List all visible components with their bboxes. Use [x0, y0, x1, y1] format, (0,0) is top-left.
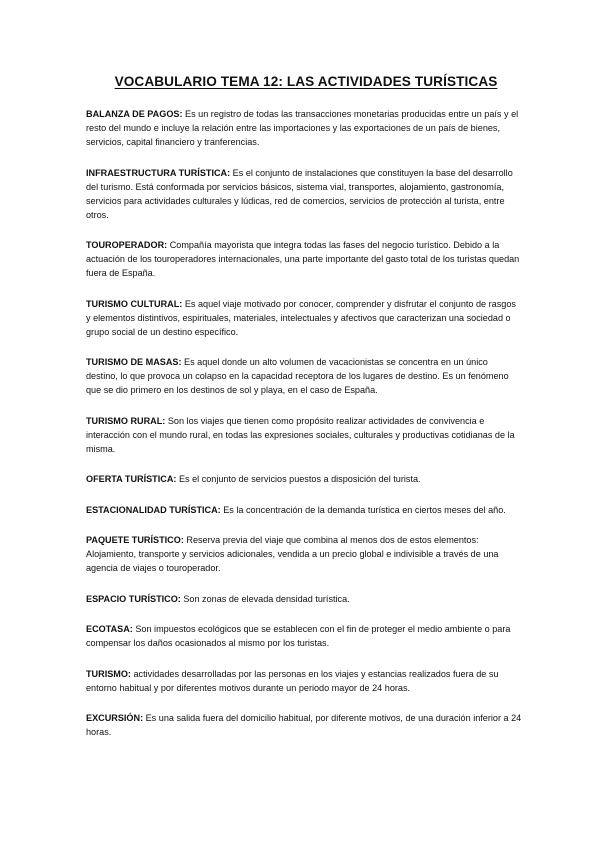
entry-term: TURISMO DE MASAS:: [86, 357, 182, 367]
entry-term: OFERTA TURÍSTICA:: [86, 474, 177, 484]
entry-term: ECOTASA:: [86, 624, 133, 634]
entry-definition: Es aquel viaje motivado por conocer, comprender y disfrutar el conjunto de rasgos y elementos distintivos, espirituales, materiales, intelectuales y afectivos que caracterizan una sociedad o grupo social de un destino específico.: [86, 298, 516, 337]
entry-term: TURISMO CULTURAL:: [86, 298, 183, 309]
entry-definition: actividades desarrolladas por las personas en los viajes y estancias realizados fuera de su entorno habitual y por diferentes motivos durante un periodo mayor de 24 horas.: [86, 668, 499, 693]
vocabulary-entry-balanza-de-pagos: [86, 107, 522, 149]
entry-definition: Reserva previa del viaje que combina al menos dos de estos elementos: Alojamiento, transporte y servicios adicionales, vendida a un precio global e indivisible a través de una agencia de viajes o touroperador.: [86, 535, 499, 573]
vocabulary-list: [86, 107, 522, 756]
entry-term: ESTACIONALIDAD TURÍSTICA:: [86, 504, 221, 515]
vocabulary-entry-infraestructura-turistica: [86, 166, 522, 222]
entry-term: TURISMO RURAL:: [86, 415, 166, 426]
vocabulary-entry-turismo: [86, 667, 522, 695]
entry-term: PAQUETE TURÍSTICO:: [86, 535, 184, 545]
page-title: VOCABULARIO TEMA 12: LAS ACTIVIDADES TURÍSTICAS: [114, 74, 498, 89]
entry-definition: Es la concentración de la demanda turística en ciertos meses del año.: [220, 504, 506, 515]
vocabulary-entry-turismo-de-masas: [86, 355, 522, 397]
vocabulary-entry-estacionalidad-turistica: [86, 503, 522, 517]
entry-definition: Es un registro de todas las transacciones monetarias producidas entre un país y el resto del mundo e incluye la relación entre las importaciones y las exportaciones de un país de bienes, servicios, capital financiero y tranferencias.: [86, 109, 519, 147]
vocabulary-entry-paquete-turistico: [86, 533, 522, 575]
entry-definition: Es el conjunto de servicios puestos a disposición del turista.: [176, 474, 421, 484]
vocabulary-entry-turismo-cultural: [86, 297, 522, 339]
entry-definition: Es una salida fuera del domicilio habitual, por diferente motivos, de una duración inferior a 24 horas.: [86, 713, 522, 737]
entry-term: BALANZA DE PAGOS:: [86, 109, 183, 119]
entry-definition: Es aquel donde un alto volumen de vacacionistas se concentra en un único destino, lo que provoca un colapso en la capacidad receptora de los lugares de destino. Es un fenómeno que se dio primero en los destinos de sol y playa, en el caso de España.: [86, 357, 509, 395]
vocabulary-entry-espacio-turistico: [86, 592, 522, 606]
entry-definition: Son zonas de elevada densidad turística.: [180, 593, 350, 604]
entry-definition: Son los viajes que tienen como propósito realizar actividades de convivencia e interacción con el mundo rural, en todas las expresiones sociales, culturales y productivas cotidianas de la misma.: [86, 415, 515, 454]
entry-term: ESPACIO TURÍSTICO:: [86, 593, 181, 604]
entry-definition: Compañía mayorista que integra todas las fases del negocio turístico. Debido a la actuación de los touroperadores internacionales, una parte importante del gasto total de los turistas quedan fuera de España.: [86, 240, 520, 278]
entry-definition: Es el conjunto de instalaciones que constituyen la base del desarrollo del turismo. Está conformada por servicios básicos, sistema vial, transportes, alojamiento, gastronomía, servicios para actividades culturales y lúdicas, red de comercios, servicios de protección al turista, entre otros.: [86, 167, 513, 220]
vocabulary-entry-ecotasa: [86, 622, 522, 650]
entry-term: TOUROPERADOR:: [86, 240, 168, 250]
vocabulary-entry-touroperador: [86, 238, 522, 280]
entry-term: EXCURSIÓN:: [86, 713, 144, 723]
vocabulary-entry-excursion: [86, 711, 522, 739]
entry-definition: Son impuestos ecológicos que se establecen con el fin de proteger el medio ambiente o para compensar los daños ocasionados al mismo por los turistas.: [86, 624, 511, 648]
entry-term: TURISMO:: [86, 668, 131, 679]
vocabulary-entry-oferta-turistica: [86, 472, 522, 486]
vocabulary-entry-turismo-rural: [86, 414, 522, 456]
entry-term: INFRAESTRUCTURA TURÍSTICA:: [86, 167, 231, 178]
